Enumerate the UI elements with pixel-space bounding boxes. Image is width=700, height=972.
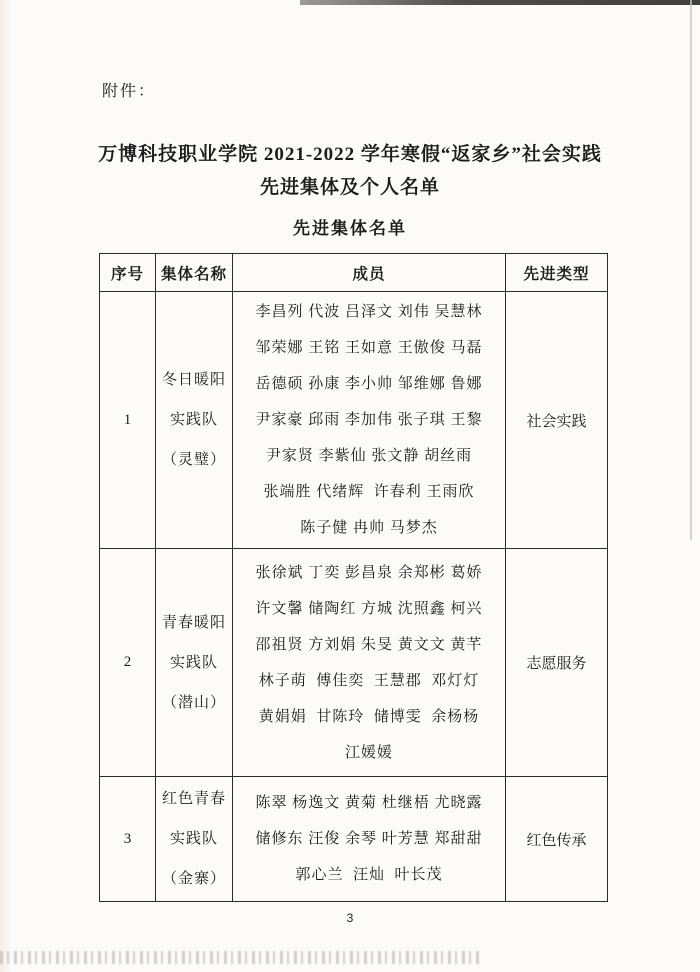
members-line: 邹荣娜 王铭 王如意 王傲俊 马磊 [255, 340, 483, 356]
members-line: 许文馨 储陶红 方城 沈照鑫 柯兴 [255, 600, 483, 617]
members-line: 陈子健 冉帅 马梦杰 [300, 520, 438, 536]
members-line: 邵祖贤 方刘娟 朱旻 黄文文 黄芊 [255, 636, 483, 653]
attachment-label: 附件： [102, 83, 157, 100]
members-line: 张徐斌 丁奕 彭昌泉 余郑彬 葛娇 [255, 564, 483, 581]
collective-name-line: （潜山） [161, 694, 226, 711]
collective-name-line: 实践队 [169, 831, 218, 847]
table-row [100, 549, 608, 777]
members-line: 李昌列 代波 吕泽文 刘伟 吴慧林 [255, 304, 483, 320]
members-cell [233, 549, 506, 777]
collective-name-line: （金寨） [161, 871, 226, 887]
members-line: 江媛媛 [344, 744, 393, 761]
collective-name-line: （灵璧） [161, 452, 226, 468]
document-title-line1: 万博科技职业学院 2021-2022 学年寒假“返家乡”社会实践 [98, 144, 602, 165]
scan-artifact-top-strip [300, 0, 700, 5]
collective-name-cell [156, 777, 233, 902]
members-cell [233, 292, 506, 549]
members-line: 张端胜 代绪辉 许春利 王雨欣 [263, 484, 475, 500]
members-line: 黄娟娟 甘陈玲 储博雯 余杨杨 [258, 708, 480, 725]
document-title-line2: 先进集体及个人名单 [259, 177, 440, 198]
scan-artifact-right-line [690, 0, 692, 540]
advanced-type-cell: 志愿服务 [506, 549, 608, 777]
page-number: 3 [346, 911, 354, 925]
collective-name-cell [156, 292, 233, 549]
advanced-collectives-table [99, 253, 608, 902]
collective-name-line: 实践队 [169, 654, 218, 671]
collective-name-cell [156, 549, 233, 777]
collective-name-line: 实践队 [169, 412, 218, 428]
members-line: 郭心兰 汪灿 叶长茂 [295, 867, 443, 883]
serial-number-cell: 1 [100, 292, 156, 549]
collective-name-line: 青春暖阳 [161, 614, 226, 631]
table-row [100, 292, 608, 549]
serial-number-cell: 3 [100, 777, 156, 902]
header-collective-name: 集体名称 [156, 254, 233, 292]
collective-name-line: 红色青春 [161, 791, 226, 807]
members-line: 陈翠 杨逸文 黄菊 杜继梧 尤晓露 [255, 795, 483, 811]
members-cell [233, 777, 506, 902]
members-line: 林子萌 傅佳奕 王慧郡 邓灯灯 [258, 672, 480, 689]
advanced-type-cell: 社会实践 [506, 292, 608, 549]
header-members: 成员 [233, 254, 506, 292]
members-line: 储修东 汪俊 余琴 叶芳慧 郑甜甜 [255, 831, 483, 847]
header-advanced-type: 先进类型 [506, 254, 608, 292]
collective-name-line: 冬日暖阳 [161, 372, 226, 388]
table-header-row [100, 254, 608, 292]
scan-artifact-bottom-noise [0, 951, 480, 964]
serial-number-cell: 2 [100, 549, 156, 777]
advanced-type-cell: 红色传承 [506, 777, 608, 902]
section-title: 先进集体名单 [293, 219, 407, 238]
members-line: 尹家豪 邱雨 李加伟 张子琪 王黎 [255, 412, 483, 428]
header-serial-number: 序号 [100, 254, 156, 292]
members-line: 岳德硕 孙康 李小帅 邹维娜 鲁娜 [255, 376, 483, 392]
members-line: 尹家贤 李紫仙 张文静 胡丝雨 [265, 448, 473, 464]
table-row [100, 777, 608, 902]
document-title [0, 138, 700, 204]
